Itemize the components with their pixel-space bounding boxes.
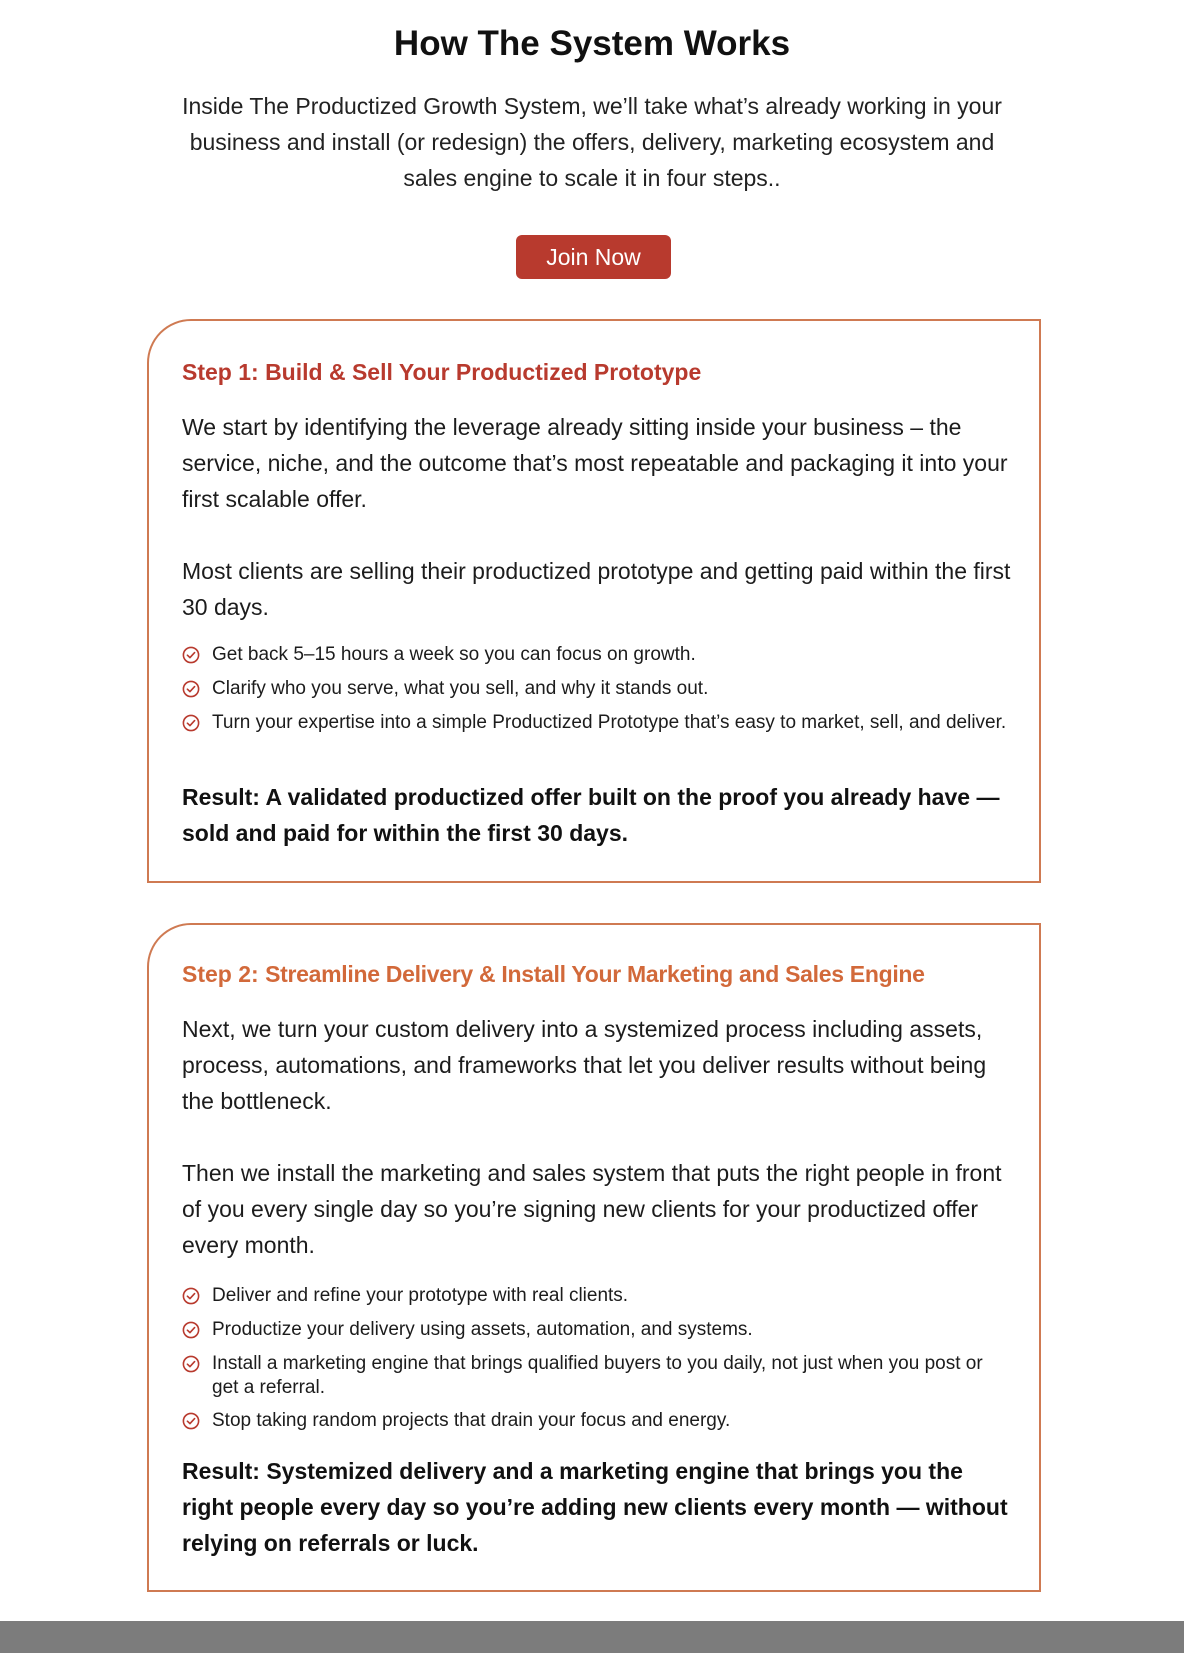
step-1-paragraph-2: Most clients are selling their productized prototype and getting paid within the first 30 days.	[182, 558, 1011, 620]
checklist-text: Clarify who you serve, what you sell, and why it stands out.	[212, 678, 709, 699]
footer-bar	[0, 1621, 1184, 1653]
step-1-title-lead: Step 1: Build & Sell Your Productized Prototype	[182, 359, 702, 385]
step-2-paragraph-2: Then we install the marketing and sales system that puts the right people in front of you every single day so you’re signing new clients for your productized offer every month.	[182, 1160, 1002, 1258]
step-1-checklist	[182, 643, 1012, 735]
step-2-card	[147, 923, 1041, 1592]
checklist-text: Productize your delivery using assets, automation, and systems.	[212, 1319, 753, 1340]
step-1-card	[147, 319, 1041, 883]
step-2-paragraph-1: Next, we turn your custom delivery into a systemized process including assets, process, automations, and frameworks that let you deliver results without being the bottleneck.	[182, 1016, 987, 1114]
step-2-title	[182, 959, 925, 989]
checklist-text: Deliver and refine your prototype with real clients.	[212, 1285, 629, 1306]
checklist-item	[182, 1409, 1012, 1433]
join-now-button[interactable]: Join Now	[516, 235, 671, 279]
checklist-item	[182, 677, 1012, 711]
check-circle-icon	[182, 1287, 200, 1305]
checklist-item	[182, 1352, 1012, 1409]
check-circle-icon	[182, 646, 200, 664]
checklist-text: Stop taking random projects that drain your focus and energy.	[212, 1410, 731, 1431]
checklist-text: Get back 5–15 hours a week so you can focus on growth.	[212, 644, 696, 665]
step-2-title-lead: Step 2:	[182, 961, 266, 987]
page-subtitle: Inside The Productized Growth System, we’ll take what’s already working in your business and install (or redesign) the offers, delivery, marketing ecosystem and sales engine to scale it in four steps..	[182, 93, 1002, 191]
step-1-result: Result: A validated productized offer built on the proof you already have — sold and paid for within the first 30 days.	[182, 784, 1000, 846]
checklist-item	[182, 1318, 1012, 1352]
step-2-checklist	[182, 1284, 1012, 1433]
check-circle-icon	[182, 1321, 200, 1339]
step-2-title-rest: Streamline Delivery & Install Your Marketing and Sales Engine	[265, 961, 925, 987]
check-circle-icon	[182, 1355, 200, 1373]
checklist-text: Install a marketing engine that brings qualified buyers to you daily, not just when you post or get a referral.	[212, 1353, 983, 1398]
step-2-result: Result: Systemized delivery and a marketing engine that brings you the right people every day so you’re adding new clients every month — without relying on referrals or luck.	[182, 1458, 1008, 1556]
page-title: How The System Works	[393, 24, 791, 63]
checklist-item	[182, 711, 1012, 735]
step-1-paragraph-1: We start by identifying the leverage already sitting inside your business – the service, niche, and the outcome that’s most repeatable and packaging it into your first scalable offer.	[182, 414, 1008, 512]
check-circle-icon	[182, 680, 200, 698]
check-circle-icon	[182, 1412, 200, 1430]
step-1-title	[182, 357, 701, 387]
check-circle-icon	[182, 714, 200, 732]
checklist-item	[182, 1284, 1012, 1318]
checklist-text: Turn your expertise into a simple Productized Prototype that’s easy to market, sell, and deliver.	[212, 712, 1007, 733]
checklist-item	[182, 643, 1012, 677]
